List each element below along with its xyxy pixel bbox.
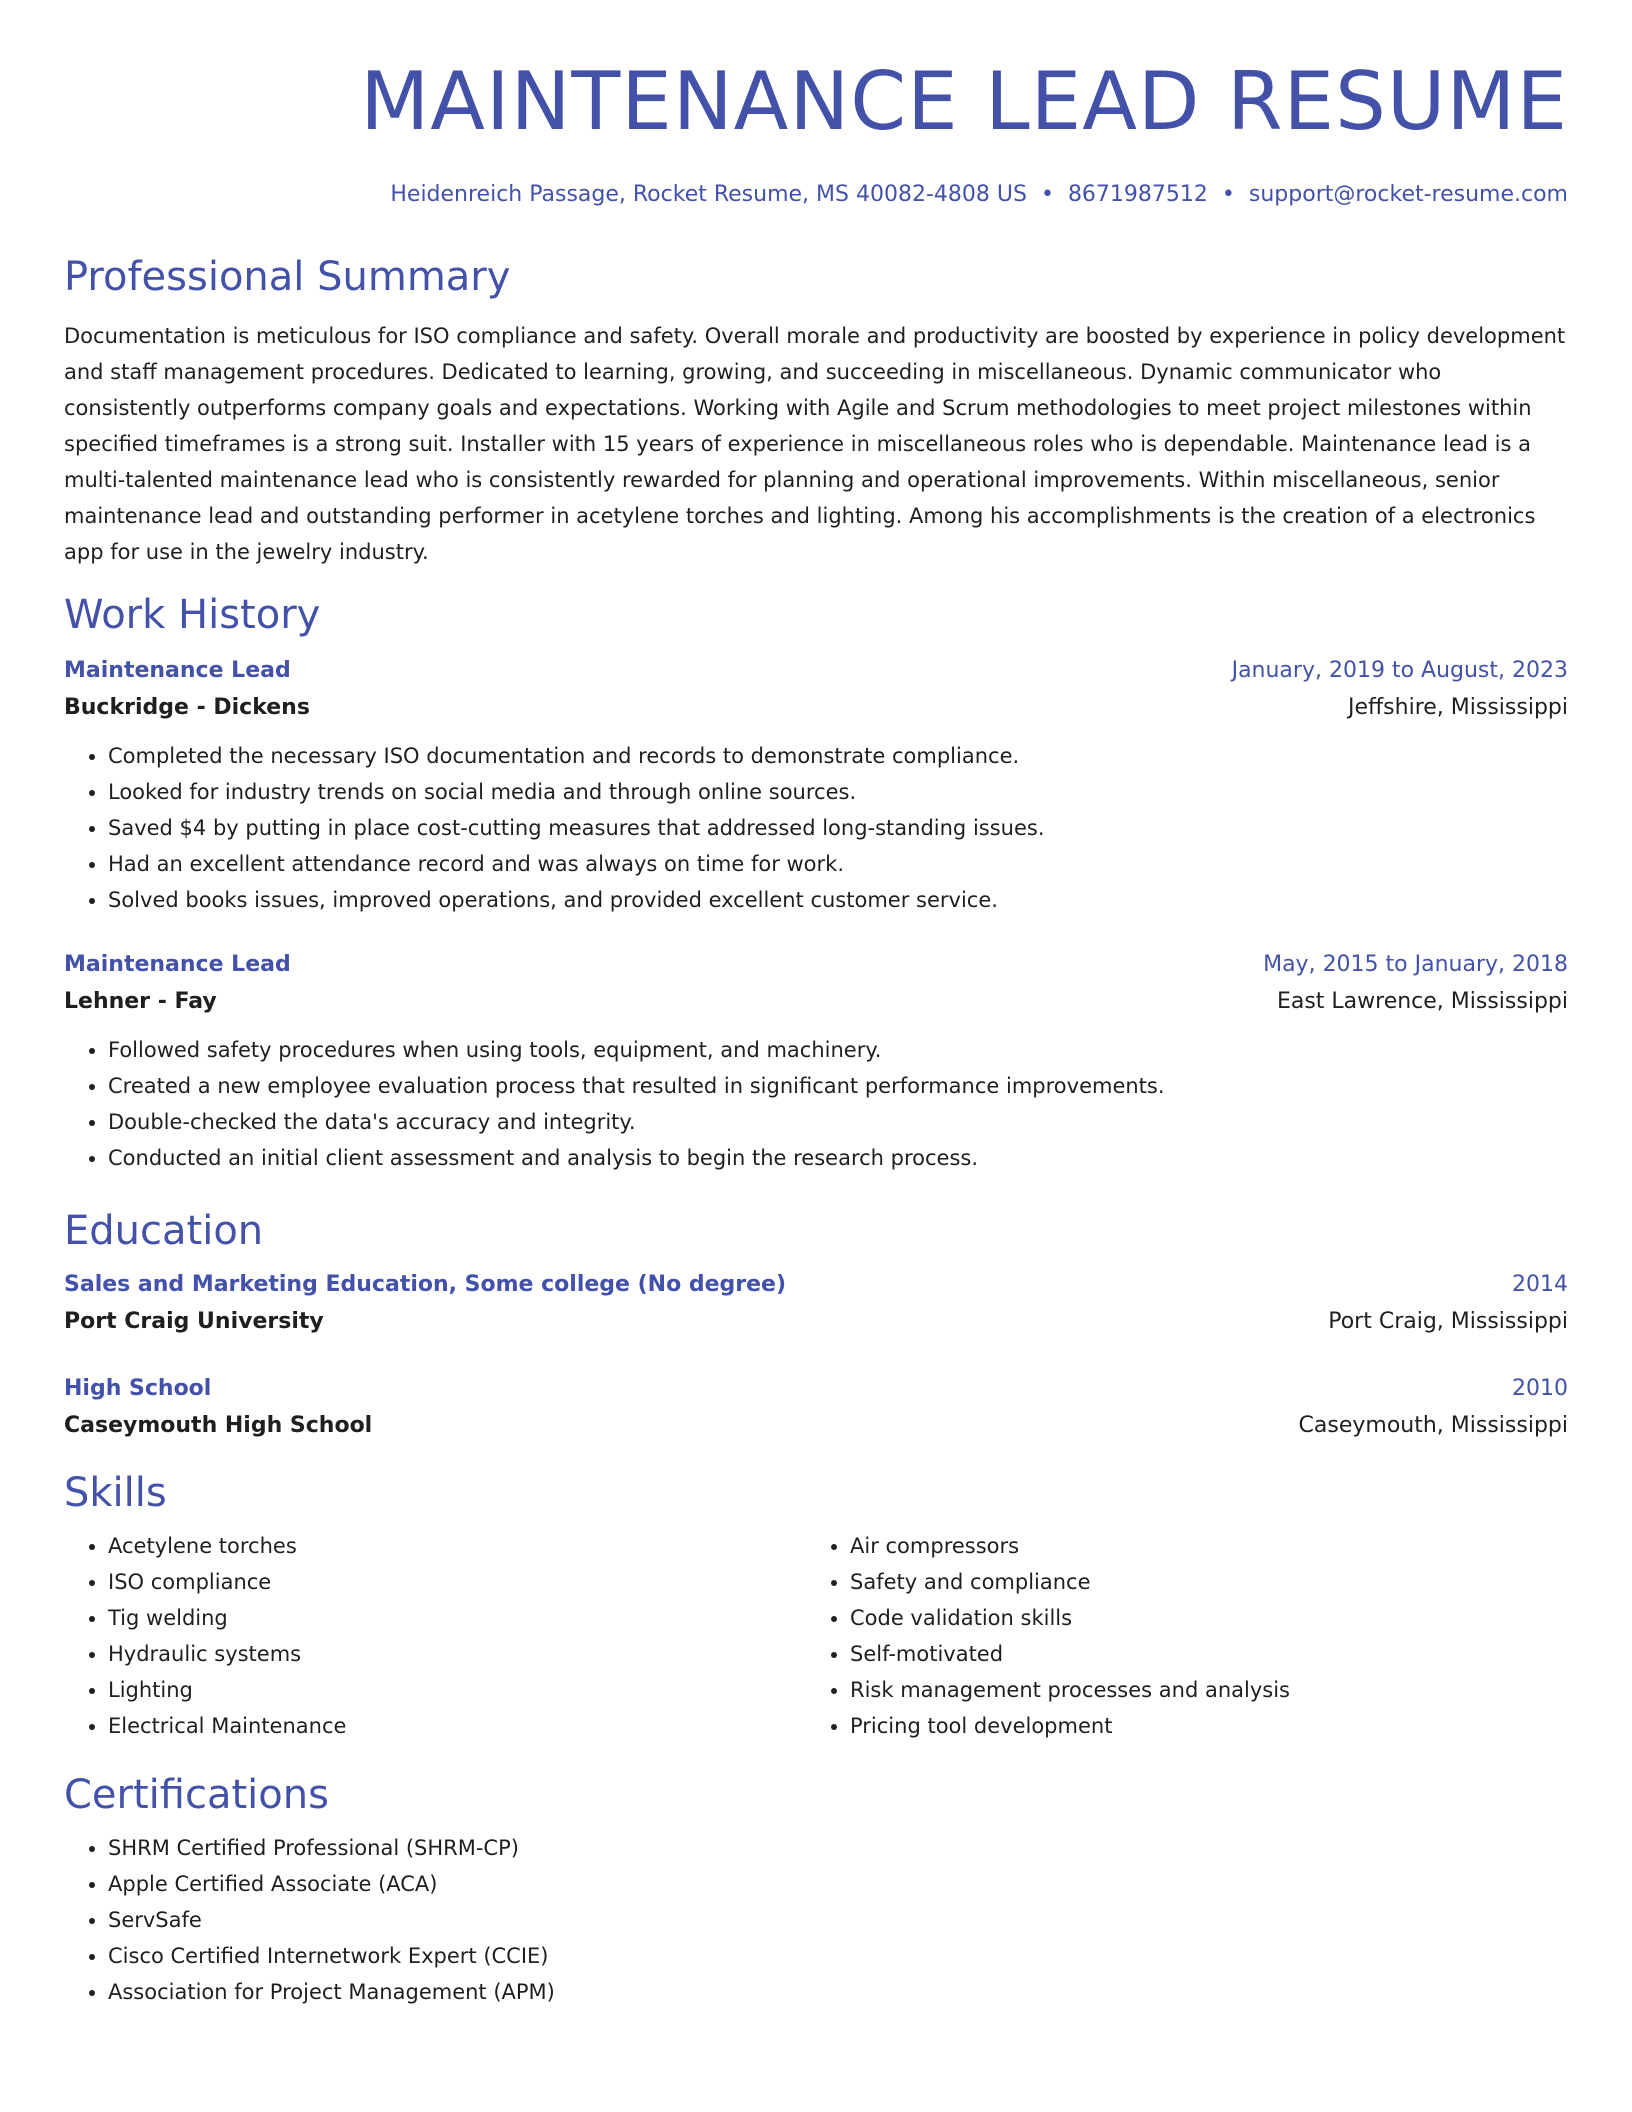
skill-item: • Air compressors (850, 1528, 1548, 1564)
skill-item: • Electrical Maintenance (108, 1708, 806, 1744)
skills-heading: Skills (64, 1470, 167, 1516)
job-header (64, 654, 1568, 688)
contact-email: support@rocket-resume.com (1248, 182, 1568, 207)
education-heading: Education (64, 1208, 264, 1254)
education-location: Caseymouth, Mississippi (1298, 1413, 1568, 1438)
job-bullet: • Saved $4 by putting in place cost-cutting measures that addressed long-standing issues. (108, 810, 1568, 846)
skill-item: • Safety and compliance (850, 1564, 1548, 1600)
certification-item: • Cisco Certified Internetwork Expert (CCIE) (108, 1938, 1568, 1974)
contact-separator: • (1040, 182, 1054, 207)
skill-item: • Risk management processes and analysis (850, 1672, 1548, 1708)
skill-item: • Lighting (108, 1672, 806, 1708)
certification-item: • Association for Project Management (APM) (108, 1974, 1568, 2010)
summary-text: Documentation is meticulous for ISO compliance and safety. Overall morale and productivity are boosted by experience in policy development and staff management procedures. Dedicated to learning, growing, and succeeding in miscellaneous. Dynamic communicator who consistently outperforms company goals and expectations. Working with Agile and Scrum methodologies to meet project milestones within specified timeframes is a strong suit. Installer with 15 years of experience in miscellaneous roles who is dependable. Maintenance lead is a multi-talented maintenance lead who is consistently rewarded for planning and operational improvements. Within miscellaneous, senior maintenance lead and outstanding performer in acetylene torches and lighting. Among his accomplishments is the creation of a electronics app for use in the jewelry industry. (64, 324, 1566, 564)
job-company: Lehner - Fay (64, 989, 217, 1014)
skill-item: • Acetylene torches (108, 1528, 806, 1564)
job-location: East Lawrence, Mississippi (1276, 989, 1568, 1014)
education-entry (64, 1372, 1568, 1446)
education-year: 2014 (1512, 1272, 1568, 1297)
job-bullet: • Solved books issues, improved operations, and provided excellent customer service. (108, 882, 1568, 918)
contact-address: Heidenreich Passage, Rocket Resume, MS 40082-4808 US (390, 182, 1027, 207)
job-dates: May, 2015 to January, 2018 (1263, 952, 1568, 977)
job-bullet: • Looked for industry trends on social media and through online sources. (108, 774, 1568, 810)
education-school-row (64, 1406, 1568, 1446)
job-company-row (64, 982, 1568, 1022)
skill-item: • ISO compliance (108, 1564, 806, 1600)
education-degree: Sales and Marketing Education, Some college (No degree) (64, 1272, 787, 1297)
education-header (64, 1268, 1568, 1302)
job-dates: January, 2019 to August, 2023 (1231, 658, 1568, 683)
certifications-list (64, 1830, 1568, 2010)
education-school-row (64, 1302, 1568, 1342)
certification-item: • Apple Certified Associate (ACA) (108, 1866, 1568, 1902)
certifications-heading: Certifications (64, 1772, 329, 1818)
education-degree: High School (64, 1376, 212, 1401)
certification-item: • ServSafe (108, 1902, 1568, 1938)
education-location: Port Craig, Mississippi (1328, 1309, 1568, 1334)
work-history-heading: Work History (64, 592, 321, 638)
contact-line (64, 180, 1568, 210)
job-bullet: • Created a new employee evaluation process that resulted in significant performance improvements. (108, 1068, 1568, 1104)
job-entry (64, 654, 1568, 918)
job-title: Maintenance Lead (64, 658, 291, 683)
job-bullet: • Double-checked the data's accuracy and integrity. (108, 1104, 1568, 1140)
job-location: Jeffshire, Mississippi (1348, 695, 1568, 720)
job-entry (64, 948, 1568, 1176)
skill-item: • Tig welding (108, 1600, 806, 1636)
education-header (64, 1372, 1568, 1406)
job-header (64, 948, 1568, 982)
contact-phone: 8671987512 (1067, 182, 1208, 207)
skill-item: • Pricing tool development (850, 1708, 1548, 1744)
skills-columns (64, 1528, 1568, 1744)
resume-title: MAINTENANCE LEAD RESUME (360, 55, 1568, 148)
skill-item: • Code validation skills (850, 1600, 1548, 1636)
education-year: 2010 (1512, 1376, 1568, 1401)
job-bullet: • Completed the necessary ISO documentation and records to demonstrate compliance. (108, 738, 1568, 774)
job-company-row (64, 688, 1568, 728)
certification-item: • SHRM Certified Professional (SHRM-CP) (108, 1830, 1568, 1866)
education-school: Caseymouth High School (64, 1413, 373, 1438)
skill-item: • Hydraulic systems (108, 1636, 806, 1672)
summary-heading: Professional Summary (64, 254, 511, 300)
job-bullet: • Had an excellent attendance record and was always on time for work. (108, 846, 1568, 882)
skills-right-column (806, 1528, 1548, 1744)
job-title: Maintenance Lead (64, 952, 291, 977)
job-bullets (64, 1032, 1568, 1176)
job-company: Buckridge - Dickens (64, 695, 310, 720)
skill-item: • Self-motivated (850, 1636, 1548, 1672)
education-school: Port Craig University (64, 1309, 324, 1334)
education-entry (64, 1268, 1568, 1342)
job-bullets (64, 738, 1568, 918)
contact-separator: • (1221, 182, 1235, 207)
job-bullet: • Conducted an initial client assessment and analysis to begin the research process. (108, 1140, 1568, 1176)
skills-left-column (64, 1528, 806, 1744)
job-bullet: • Followed safety procedures when using tools, equipment, and machinery. (108, 1032, 1568, 1068)
